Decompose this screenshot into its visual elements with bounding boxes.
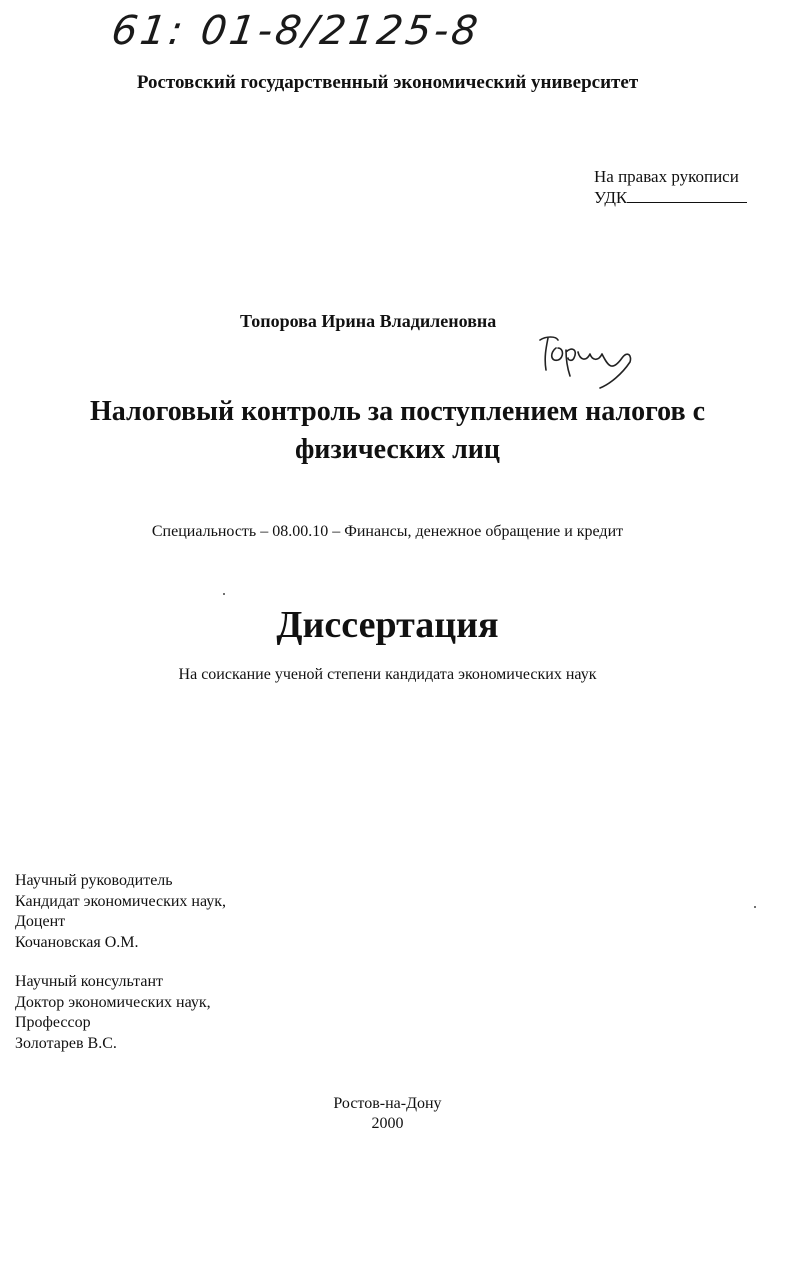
degree-purpose: На соискание ученой степени кандидата экономических наук [178, 666, 597, 683]
manuscript-rights-label: На правах рукописи [594, 167, 739, 186]
manuscript-rights-block [594, 166, 747, 208]
udk-row [594, 187, 747, 208]
consultant-role: Научный консультант [15, 973, 163, 990]
supervisor-name: Кочановская О.М. [15, 933, 139, 951]
year: 2000 [371, 1115, 404, 1132]
document-type: Диссертация [276, 604, 499, 646]
supervisor-role: Научный руководитель [15, 872, 173, 889]
supervisor-degree: Кандидат экономических наук, [15, 892, 227, 910]
supervisor-rank: Доцент [15, 913, 66, 930]
scan-speck [223, 593, 225, 595]
udk-label: УДК [594, 188, 628, 207]
registry-number: 61: 01-8/2125-8 [108, 8, 484, 54]
dissertation-title [40, 393, 755, 469]
specialty: Специальность – 08.00.10 – Финансы, денежное обращение и кредит [151, 523, 624, 540]
consultant-name: Золотарев В.С. [15, 1034, 117, 1052]
scan-speck [754, 906, 756, 908]
university-name: Ростовский государственный экономический университет [136, 72, 639, 93]
consultant-degree: Доктор экономических наук, [15, 993, 211, 1011]
city: Ростов-на-Дону [333, 1095, 442, 1112]
title-line-1: Налоговый контроль за поступлением налогов с [89, 396, 706, 427]
supervisor-block [15, 871, 226, 953]
consultant-block [15, 972, 211, 1054]
author-signature [532, 330, 642, 392]
consultant-rank: Профессор [15, 1014, 91, 1031]
title-line-2: физических лиц [294, 434, 501, 465]
author-name: Топорова Ирина Владиленовна [240, 311, 497, 331]
udk-blank-line [627, 188, 747, 203]
place-and-year [0, 1094, 775, 1134]
